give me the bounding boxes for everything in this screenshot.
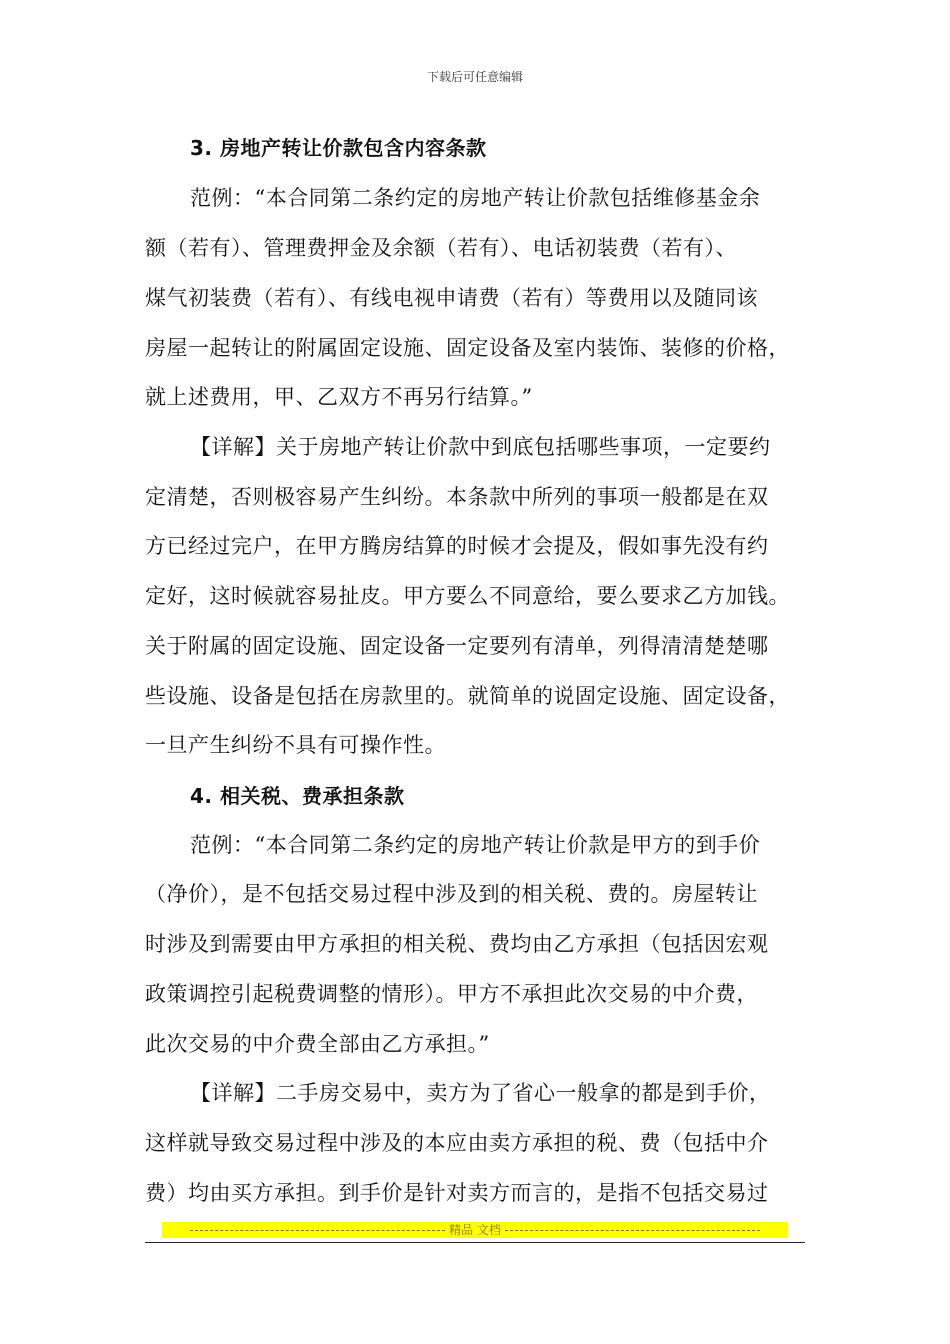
footer-banner (162, 1222, 788, 1238)
paragraph-line: 这样就导致交易过程中涉及的本应由卖方承担的税、费（包括中介 (145, 1131, 769, 1155)
page-header: 下载后可任意编辑 (426, 70, 523, 84)
footer-rule (145, 1242, 805, 1243)
footer-label: 精品 文档 (449, 1223, 501, 1237)
paragraph-line: 此次交易的中介费全部由乙方承担。” (145, 1032, 490, 1056)
footer-dashes-right (505, 1230, 760, 1231)
paragraph-line: 些设施、设备是包括在房款里的。就简单的说固定设施、固定设备， (145, 684, 790, 708)
paragraph-line: 【详解】二手房交易中，卖方为了省心一般拿的都是到手价， (190, 1081, 771, 1105)
section-heading-3: 3. 房地产转让价款包含内容条款 (190, 136, 487, 160)
paragraph-line: 关于附属的固定设施、固定设备一定要列有清单，列得清清楚楚哪 (145, 634, 769, 658)
paragraph-line: 就上述费用，甲、乙双方不再另行结算。” (145, 385, 533, 409)
paragraph-line: 房屋一起转让的附属固定设施、固定设备及室内装饰、装修的价格， (145, 336, 790, 360)
paragraph-line: 政策调控引起税费调整的情形）。甲方不承担此次交易的中介费， (145, 982, 758, 1006)
footer-dashes-left (190, 1230, 445, 1231)
paragraph-line: 费）均由买方承担。到手价是针对卖方而言的，是指不包括交易过 (145, 1181, 769, 1205)
paragraph-line: 时涉及到需要由甲方承担的相关税、费均由乙方承担（包括因宏观 (145, 932, 769, 956)
paragraph-line: 一旦产生纠纷不具有可操作性。 (145, 733, 446, 757)
paragraph-line: 煤气初装费（若有）、有线电视申请费（若有）等费用以及随同该 (145, 286, 758, 310)
paragraph-line: 方已经过完户，在甲方腾房结算的时候才会提及，假如事先没有约 (145, 534, 769, 558)
paragraph-line: 范例：“本合同第二条约定的房地产转让价款是甲方的到手价 (190, 833, 761, 857)
paragraph-line: 额（若有）、管理费押金及余额（若有）、电话初装费（若有）、 (145, 236, 737, 260)
paragraph-line: 定好，这时候就容易扯皮。甲方要么不同意给，要么要求乙方加钱。 (145, 584, 790, 608)
paragraph-line: （净价），是不包括交易过程中涉及到的相关税、费的。房屋转让 (145, 882, 758, 906)
paragraph-line: 定清楚，否则极容易产生纠纷。本条款中所列的事项一般都是在双 (145, 485, 769, 509)
section-heading-4: 4. 相关税、费承担条款 (190, 784, 405, 808)
paragraph-line: 范例：“本合同第二条约定的房地产转让价款包括维修基金余 (190, 186, 761, 210)
paragraph-line: 【详解】关于房地产转让价款中到底包括哪些事项，一定要约 (190, 435, 771, 459)
